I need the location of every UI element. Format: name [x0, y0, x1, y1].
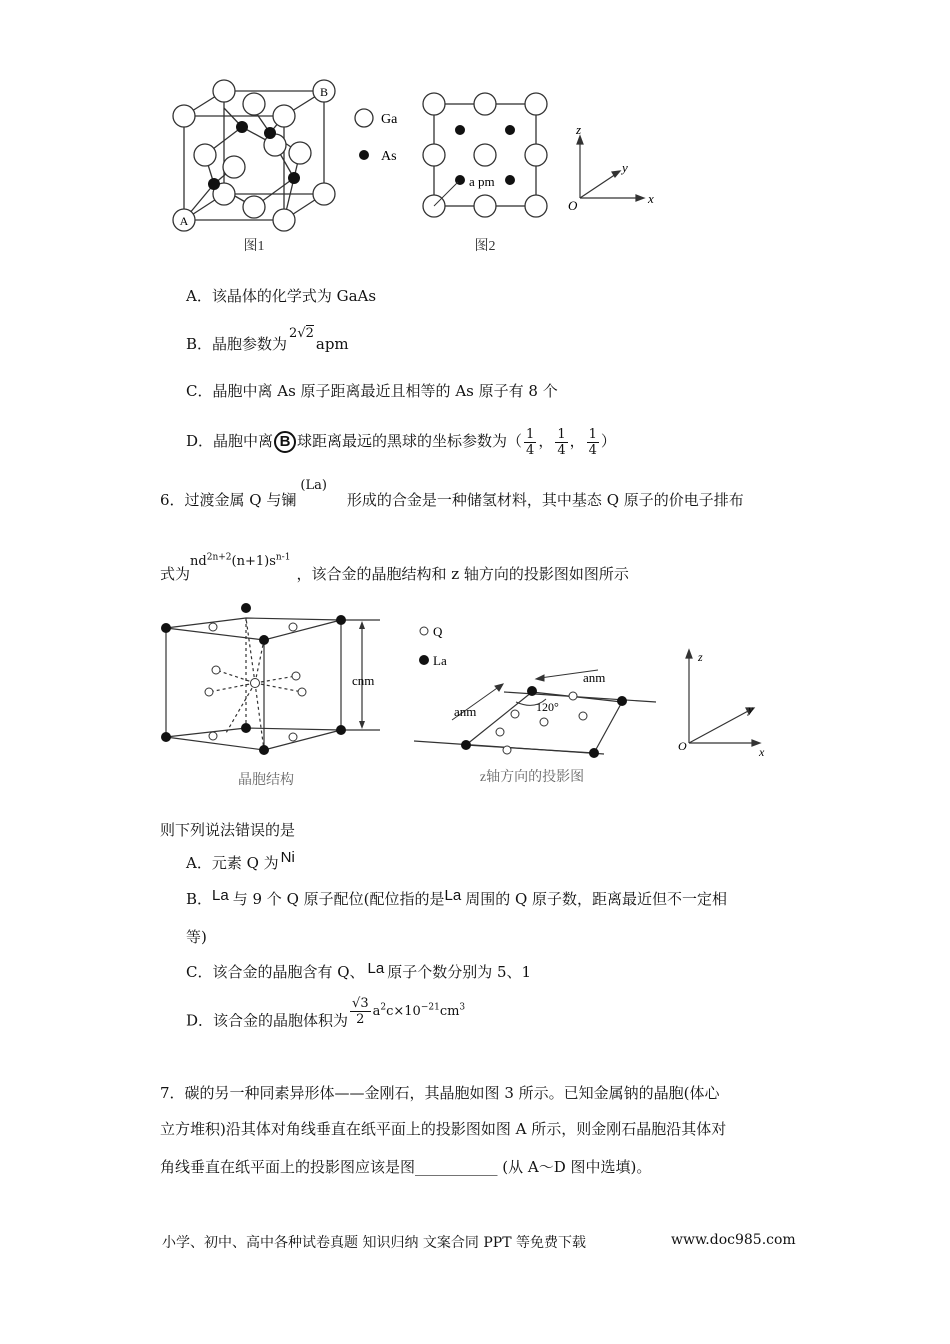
q6-option-b-line2: 等) [186, 928, 207, 946]
fig1-gaas-unit-cell [0, 0, 950, 260]
q6-option-c: C．该合金的晶胞含有 Q、 La 原子个数分别为 5、1 [186, 960, 532, 981]
cell-caption: 晶胞结构 [238, 773, 294, 788]
q7-line2: 立方堆积)沿其体对角线垂直在纸平面上的投影图如图 A 所示，则金刚石晶胞沿其体对 [160, 1120, 727, 1138]
angle-label: 120° [536, 700, 559, 714]
fig2-caption: 图2 [474, 239, 496, 254]
axis6-y: y [748, 702, 754, 716]
fig-la-alloy [0, 598, 950, 798]
legend-as-label: As [381, 149, 397, 164]
footer-left: 小学、初中、高中各种试卷真题 知识归纳 文案合同 PPT 等免费下载 [162, 1235, 586, 1251]
legend-ga-label: Ga [381, 112, 398, 127]
q6-option-a: A．元素 Q 为 Ni [186, 849, 295, 872]
q7-line1: 7．碳的另一种同素异形体——金刚石，其晶胞如图 3 所示。已知金属钠的晶胞(体心 [160, 1084, 720, 1102]
label-a: A [179, 214, 189, 228]
q6-option-d: D．该合金的晶胞体积为 $\frac{√3}{2}$ $a^2c\times 10^{-21}cm^3$ [186, 995, 466, 1030]
q5-option-a: A．该晶体的化学式为 GaAs [186, 287, 377, 305]
footer-link[interactable]: www.doc985.com [671, 1232, 796, 1248]
q6-line2: 式为$nd^{2n+2}(n+1)s^{n-1}$，该合金的晶胞结构和 z 轴方向的投影图如图所示 [160, 552, 629, 583]
cnm-label: cnm [352, 673, 375, 688]
label-b: B [319, 85, 329, 99]
anm-left-label: anm [454, 704, 477, 719]
q7-line3: 角线垂直在纸平面上的投影图应该是图___________ (从 A～D 图中选填)。 [160, 1158, 652, 1176]
fig2-apm-label: a pm [469, 174, 495, 189]
axis-x: x [648, 191, 654, 206]
q6-option-b-line1: B．La 与 9 个 Q 原子配位(配位指的是La 周围的 Q 原子数，距离最近但不一定相 [186, 887, 728, 908]
axis-z: z [576, 122, 582, 137]
proj-caption: z轴方向的投影图 [479, 770, 585, 785]
axis-o: O [568, 198, 578, 213]
q5-option-b: B．晶胞参数为2√2apm [186, 326, 349, 353]
axis-y: y [622, 160, 628, 175]
q5-option-c: C．晶胞中离 As 原子距离最近且相等的 As 原子有 8 个 [186, 382, 558, 400]
axis6-x: x [759, 745, 765, 759]
anm-top-label: anm [583, 670, 606, 685]
q5-option-d: D．晶胞中离 B 球距离最远的黑球的坐标参数为（ $\frac{1}{4}$ ， $\frac{1}{4}$ ， $\frac{1}{4}$ ） [186, 426, 616, 458]
axis6-o: O [678, 739, 687, 753]
q6-line1: 6．过渡金属 Q 与镧(La)形成的合金是一种储氢材料，其中基态 Q 原子的价电子排布 [160, 478, 744, 509]
b-ball-icon: B [274, 431, 296, 453]
legend-la-label: La [433, 653, 447, 668]
fig1-caption: 图1 [243, 239, 265, 254]
q6-stem: 则下列说法错误的是 [160, 821, 296, 839]
axis6-z: z [698, 650, 703, 664]
legend-q-label: Q [433, 624, 443, 639]
